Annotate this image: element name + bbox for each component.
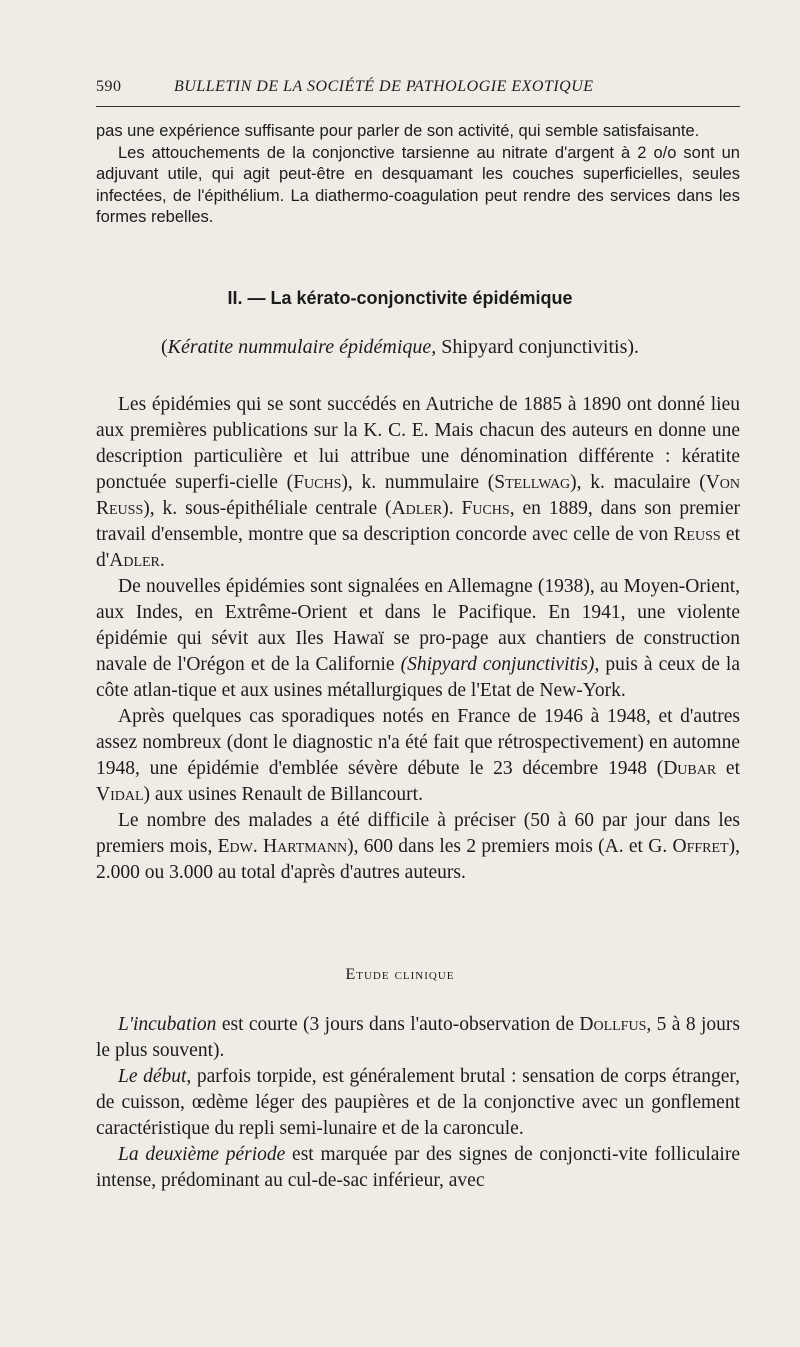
section-body [96,392,740,886]
section-subtitle-italic: Kératite nummulaire épidémique, [167,336,437,358]
section-subtitle: (Kératite nummulaire épidémique, Shipyard conjunctivitis). [160,336,640,358]
body-paragraph-1: Les épidémies qui se sont succédés en Autriche de 1885 à 1890 ont donné lieu aux premières publications sur la K. C. E. Mais chacun des auteurs en donne une description particulière et lui attribue une dénomination différente : kératite ponctuée superfi-cielle (Fuchs), k. nummulaire (Stellwag), k. maculaire (Von Reuss), k. sous-épithéliale centrale (Adler). Fuchs, en 1889, dans son premier travail d'ensemble, montre que sa description concorde avec celle de von Reuss et d'Adler. [96,394,741,571]
intro-paragraph-1: pas une expérience suffisante pour parler de son activité, qui semble satisfaisante. [96,122,700,140]
intro-text [96,121,740,229]
intro-paragraph-2: Les attouchements de la conjonctive tarsienne au nitrate d'argent à 2 o/o sont un adjuvant utile, qui agit peut-être en desquamant les couches superficielles, seules infectées, de l'épithélium. La diathermo-coagulation peut rendre des services dans les formes rebelles. [96,143,740,226]
journal-title: BULLETIN DE LA SOCIÉTÉ DE PATHOLOGIE EXOTIQUE [174,78,594,95]
page-number: 590 [96,78,122,95]
clinical-paragraph-2: Le début, parfois torpide, est généralement brutal : sensation de corps étranger, de cuisson, œdème léger des paupières et de la conjonctive avec un gonflement caractéristique du repli semi-lunaire et de la caroncule. [96,1066,740,1139]
header-rule [96,106,740,107]
body-paragraph-2: De nouvelles épidémies sont signalées en Allemagne (1938), au Moyen-Orient, aux Indes, en Extrême-Orient et dans le Pacifique. En 1941, une violente épidémie qui sévit aux Iles Hawaï se pro-page aux chantiers de construction navale de l'Orégon et de la Californie (Shipyard conjunctivitis), puis à ceux de la côte atlan-tique et aux usines métallurgiques de l'Etat de New-York. [96,576,740,701]
clinical-body [96,1012,740,1194]
body-paragraph-4: Le nombre des malades a été difficile à préciser (50 à 60 par jour dans les premiers mois, Edw. Hartmann), 600 dans les 2 premiers mois (A. et G. Offret), 2.000 ou 3.000 au total d'après d'autres auteurs. [96,810,740,883]
subsection-heading: Etude clinique [345,966,455,983]
section-heading: II. — La kérato-conjonctivite épidémique [227,288,573,308]
body-paragraph-3: Après quelques cas sporadiques notés en France de 1946 à 1948, et d'autres assez nombreux (dont le diagnostic n'a été fait que rétrospectivement) en automne 1948, une épidémie d'emblée sévère débute le 23 décembre 1948 (Dubar et Vidal) aux usines Renault de Billancourt. [96,706,740,805]
clinical-paragraph-1: L'incubation est courte (3 jours dans l'auto-observation de Dollfus, 5 à 8 jours le plus souvent). [96,1014,740,1061]
clinical-paragraph-3: La deuxième période est marquée par des signes de conjoncti-vite folliculaire intense, prédominant au cul-de-sac inférieur, avec [96,1144,740,1191]
section-subtitle-rest: Shipyard conjunctivitis). [436,336,640,358]
